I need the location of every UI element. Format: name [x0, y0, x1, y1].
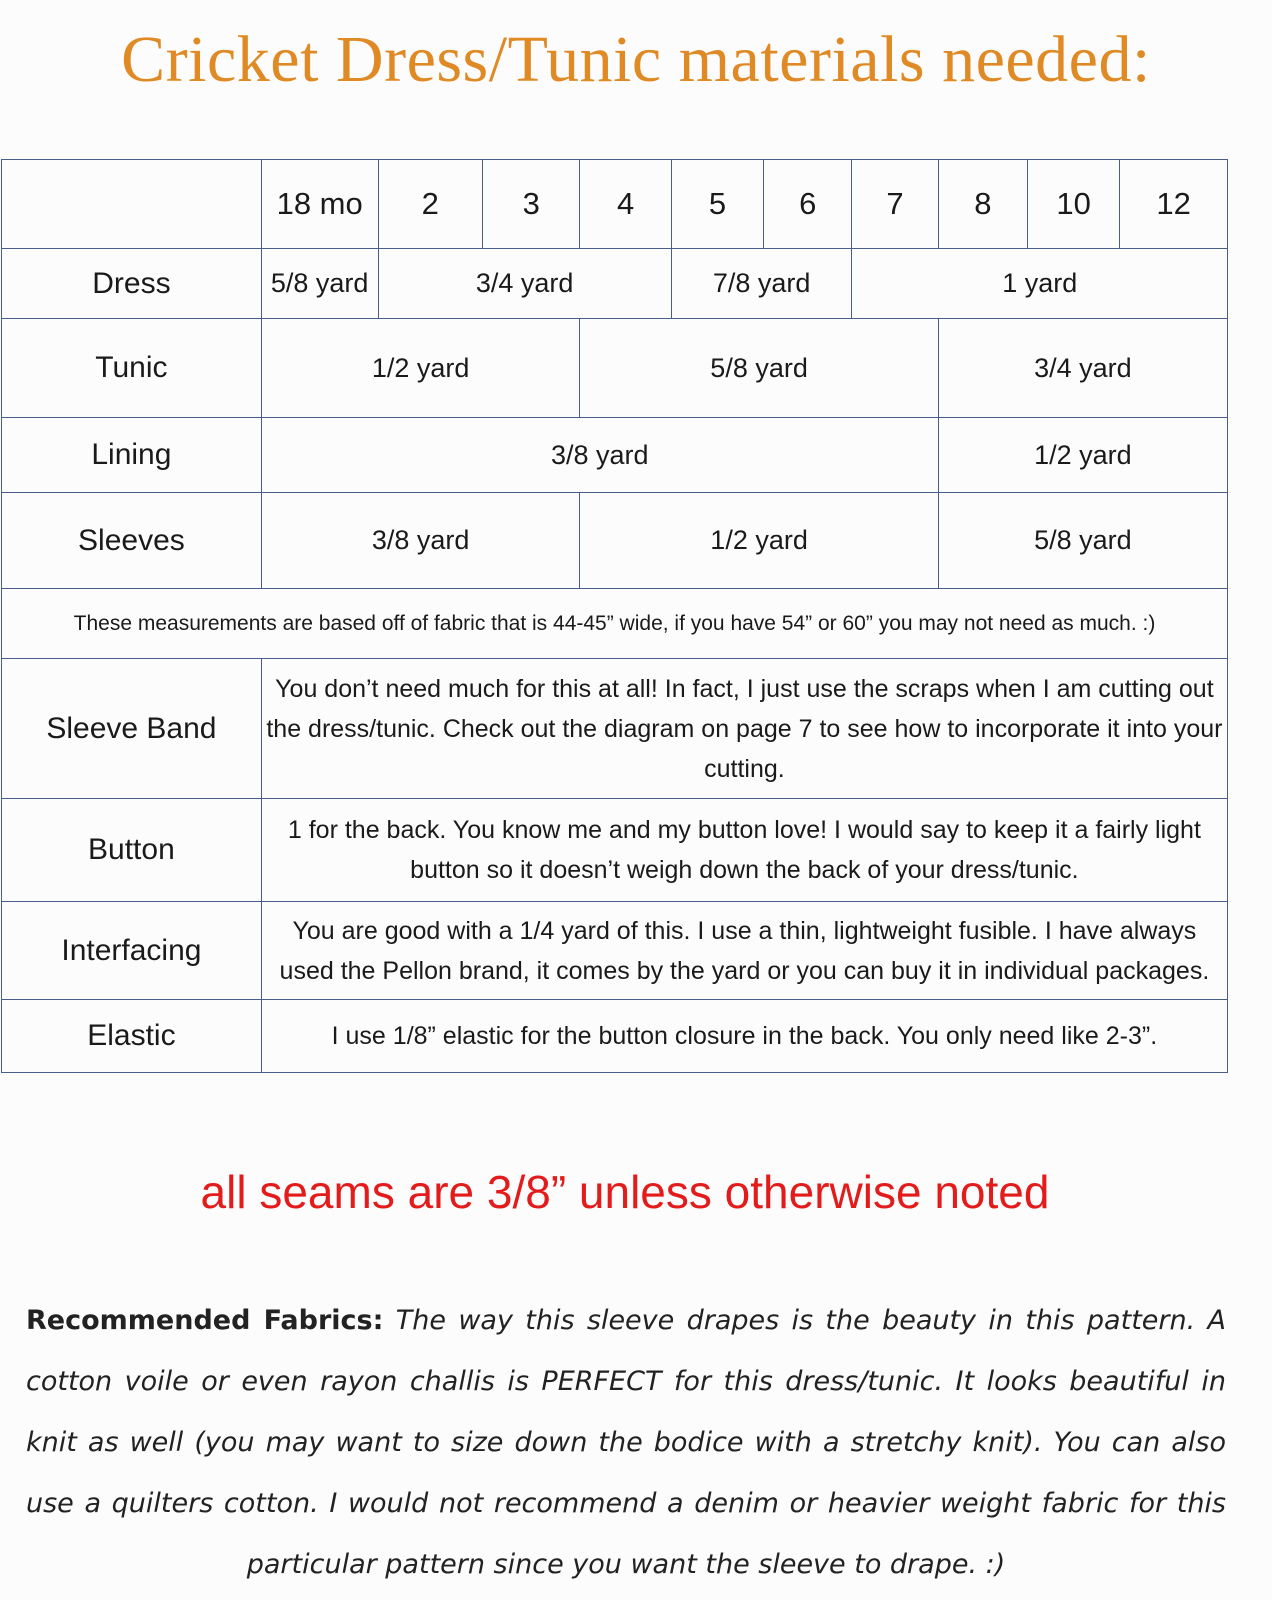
row-label: Dress: [2, 249, 262, 319]
yardage-cell: 1/2 yard: [580, 493, 938, 589]
fabric-width-note-row: [2, 589, 1228, 659]
yardage-cell: 1 yard: [852, 249, 1228, 319]
size-header: 12: [1120, 160, 1228, 249]
yardage-cell: 3/4 yard: [378, 249, 671, 319]
button-row: [2, 799, 1228, 902]
size-header: 3: [483, 160, 580, 249]
note-text: You don’t need much for this at all! In fact, I just use the scraps when I am cutting out the dress/tunic. Check out the diagram on page 7 to see how to incorporate it into your cutting.: [261, 659, 1227, 799]
size-header: 8: [938, 160, 1027, 249]
size-header-row: [2, 160, 1228, 249]
row-label: Interfacing: [2, 902, 262, 1000]
row-label: Sleeves: [2, 493, 262, 589]
row-label: Tunic: [2, 319, 262, 418]
lining-row: [2, 418, 1228, 493]
size-header: 10: [1027, 160, 1119, 249]
row-label: Elastic: [2, 1000, 262, 1073]
row-label: Sleeve Band: [2, 659, 262, 799]
note-text: You are good with a 1/4 yard of this. I use a thin, lightweight fusible. I have always used the Pellon brand, it comes by the yard or you can buy it in individual packages.: [261, 902, 1227, 1000]
interfacing-row: [2, 902, 1228, 1000]
dress-row: [2, 249, 1228, 319]
yardage-cell: 3/8 yard: [261, 493, 580, 589]
sleeve-band-row: [2, 659, 1228, 799]
row-label: Lining: [2, 418, 262, 493]
recommended-fabrics-label: Recommended Fabrics:: [26, 1305, 384, 1336]
materials-table: [1, 159, 1228, 1073]
seam-allowance-note: all seams are 3/8” unless otherwise noted: [200, 1166, 1050, 1218]
size-header: 6: [764, 160, 852, 249]
size-header: 4: [580, 160, 671, 249]
tunic-row: [2, 319, 1228, 418]
yardage-cell: 7/8 yard: [671, 249, 852, 319]
note-text: I use 1/8” elastic for the button closure in the back. You only need like 2-3”.: [261, 1000, 1227, 1073]
size-header: 18 mo: [261, 160, 378, 249]
size-header: 5: [671, 160, 763, 249]
row-label: Button: [2, 799, 262, 902]
note-text: 1 for the back. You know me and my button love! I would say to keep it a fairly light button so it doesn’t weigh down the back of your dress/tunic.: [261, 799, 1227, 902]
elastic-row: [2, 1000, 1228, 1073]
yardage-cell: 5/8 yard: [938, 493, 1227, 589]
page-title: Cricket Dress/Tunic materials needed:: [121, 23, 1151, 96]
yardage-cell: 3/8 yard: [261, 418, 938, 493]
size-header: 2: [378, 160, 483, 249]
corner-cell: [2, 160, 262, 249]
recommended-fabrics: [26, 1290, 1226, 1595]
yardage-cell: 1/2 yard: [938, 418, 1227, 493]
yardage-cell: 5/8 yard: [261, 249, 378, 319]
yardage-cell: 5/8 yard: [580, 319, 938, 418]
yardage-cell: 3/4 yard: [938, 319, 1227, 418]
recommended-fabrics-text: The way this sleeve drapes is the beauty in this pattern. A cotton voile or even rayon challis is PERFECT for this dress/tunic. It looks beautiful in knit as well (you may want to size down the bodice with a stretchy knit). You can also use a quilters cotton. I would not recommend a denim or heavier weight fabric for this particular pattern since you want the sleeve to drape. :): [26, 1305, 1226, 1580]
fabric-width-note: These measurements are based off of fabric that is 44-45” wide, if you have 54” or 60” you may not need as much. :): [2, 589, 1228, 659]
size-header: 7: [852, 160, 938, 249]
yardage-cell: 1/2 yard: [261, 319, 580, 418]
sleeves-row: [2, 493, 1228, 589]
